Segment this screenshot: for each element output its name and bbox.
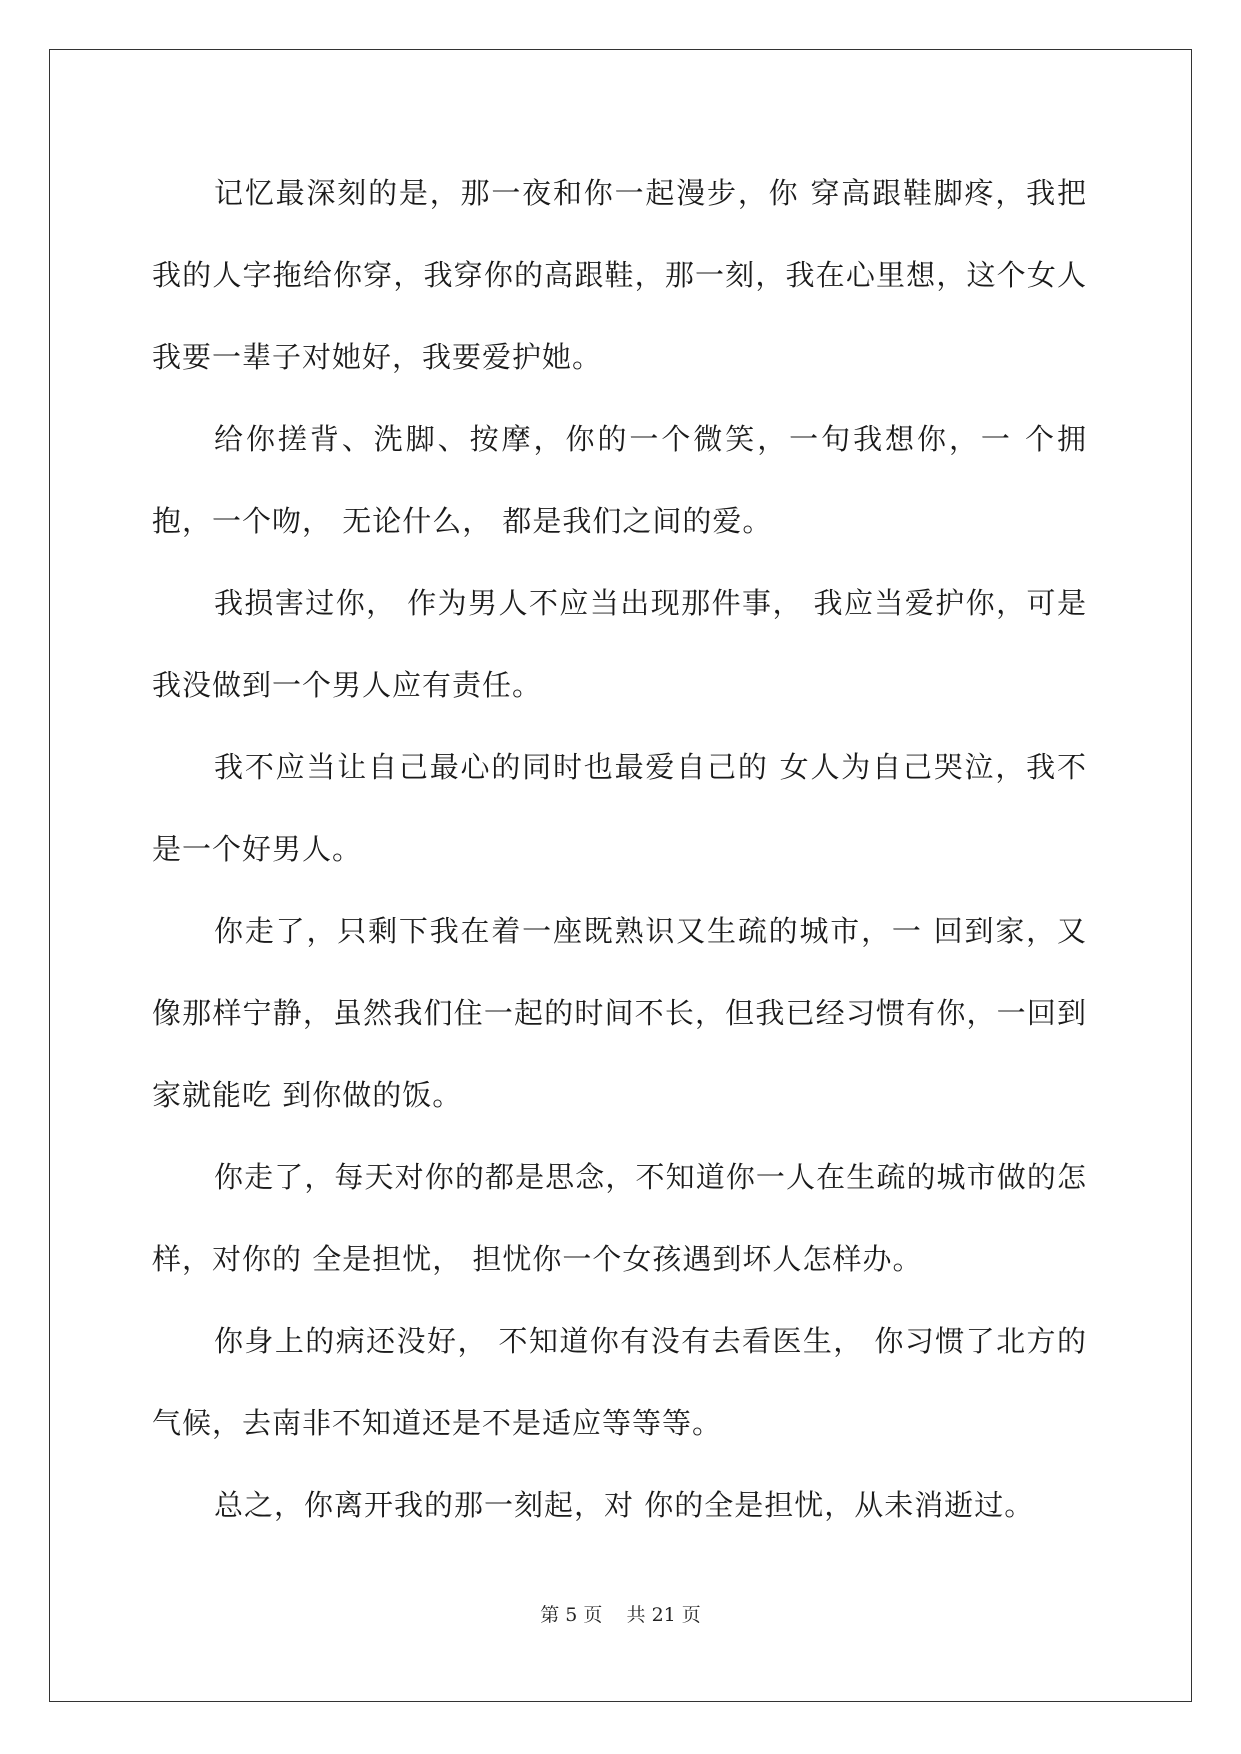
document-body	[152, 152, 1087, 1546]
page-footer	[0, 1600, 1241, 1627]
paragraph-7: 你身上的病还没好， 不知道你有没有去看医生， 你习惯了北方的气候，去南非不知道还是不是适应等等等。	[152, 1324, 1087, 1440]
paragraph-5: 你走了，只剩下我在着一座既熟识又生疏的城市，一 回到家，又像那样宁静，虽然我们住一起的时间不长，但我已经习惯有你，一回到家就能吃 到你做的饭。	[152, 914, 1087, 1112]
paragraph-6: 你走了，每天对你的都是思念，不知道你一人在生疏的城市做的怎样，对你的 全是担忧， 担忧你一个女孩遇到坏人怎样办。	[152, 1160, 1087, 1276]
paragraph-4: 我不应当让自己最心的同时也最爱自己的 女人为自己哭泣，我不是一个好男人。	[152, 750, 1087, 866]
paragraph-8: 总之，你离开我的那一刻起，对 你的全是担忧，从未消逝过。	[214, 1488, 1035, 1522]
paragraph-3: 我损害过你， 作为男人不应当出现那件事， 我应当爱护你，可是我没做到一个男人应有责任。	[152, 586, 1087, 702]
paragraph-1: 记忆最深刻的是，那一夜和你一起漫步，你 穿高跟鞋脚疼，我把我的人字拖给你穿，我穿你的高跟鞋，那一刻，我在心里想，这个女人 我要一辈子对她好，我要爱护她。	[152, 176, 1087, 374]
page-number-label: 第 5 页 共 21 页	[540, 1604, 701, 1626]
paragraph-2: 给你搓背、洗脚、按摩，你的一个微笑，一句我想你，一 个拥抱，一个吻， 无论什么， 都是我们之间的爱。	[152, 422, 1087, 538]
